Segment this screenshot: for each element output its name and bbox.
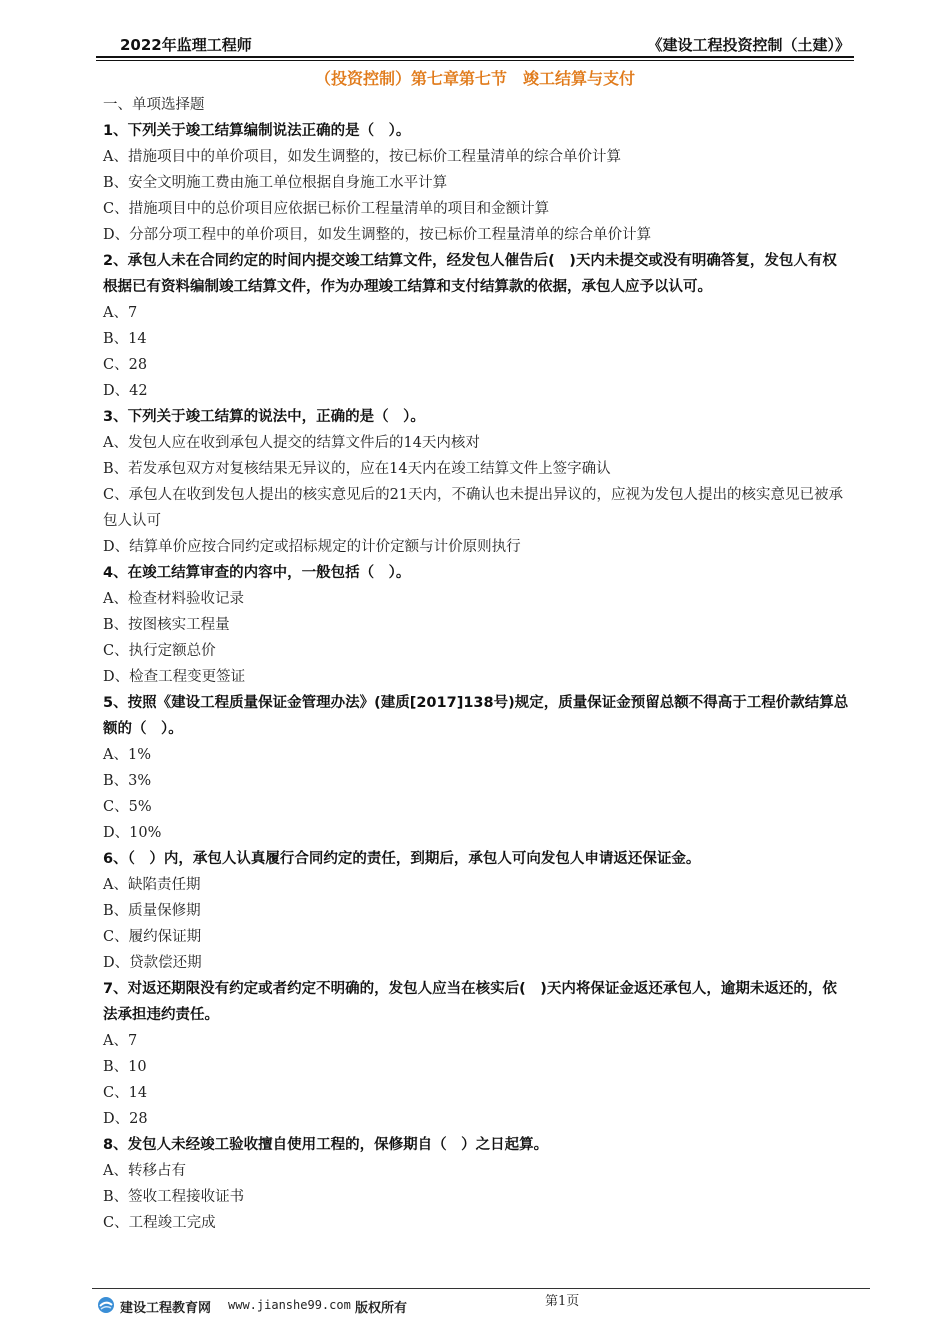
question-stem: 5、按照《建设工程质量保证金管理办法》(建质[2017]138号)规定，质量保证金预留总额不得高于工程价款结算总额的（ ）。 <box>103 695 849 737</box>
page-title: （投资控制）第七章第七节 竣工结算与支付 <box>314 69 635 88</box>
footer-rule <box>92 1288 870 1289</box>
option-b: B、签收工程接收证书 <box>103 1189 245 1205</box>
header-exam-name: 2022年监理工程师 <box>120 36 252 54</box>
option-b: B、按图核实工程量 <box>103 617 230 633</box>
option-c: C、措施项目中的总价项目应依据已标价工程量清单的项目和金额计算 <box>103 201 550 217</box>
option-d: D、分部分项工程中的单价项目，如发生调整的，按已标价工程量清单的综合单价计算 <box>103 227 652 243</box>
option-a: A、7 <box>103 1033 138 1049</box>
option-d: D、28 <box>103 1111 148 1127</box>
header-rule <box>96 56 854 58</box>
option-c: C、承包人在收到发包人提出的核实意见后的21天内，不确认也未提出异议的，应视为发包人提出的核实意见已被承包人认可 <box>103 487 844 529</box>
option-c: C、14 <box>103 1085 148 1101</box>
option-c: C、执行定额总价 <box>103 643 216 659</box>
option-c: C、履约保证期 <box>103 929 202 945</box>
option-a: A、7 <box>103 305 138 321</box>
option-d: D、10% <box>103 825 162 841</box>
question-stem: 8、发包人未经竣工验收擅自使用工程的，保修期自（ ）之日起算。 <box>103 1137 549 1153</box>
question-5 <box>103 690 851 846</box>
option-a: A、缺陷责任期 <box>103 877 201 893</box>
page-number: 第1页 <box>545 1294 580 1309</box>
option-d: D、检查工程变更签证 <box>103 669 246 685</box>
section-heading: 一、单项选择题 <box>103 97 205 113</box>
question-stem: 3、下列关于竣工结算的说法中，正确的是（ ）。 <box>103 409 425 425</box>
option-d: D、42 <box>103 383 148 399</box>
question-8 <box>103 1132 851 1236</box>
question-3 <box>103 404 851 560</box>
question-6 <box>103 846 851 976</box>
option-a: A、发包人应在收到承包人提交的结算文件后的14天内核对 <box>103 435 480 451</box>
option-a: A、措施项目中的单价项目，如发生调整的，按已标价工程量清单的综合单价计算 <box>103 149 621 165</box>
option-a: A、转移占有 <box>103 1163 186 1179</box>
question-stem: 7、对返还期限没有约定或者约定不明确的，发包人应当在核实后( )天内将保证金返还承包人，逾期未返还的，依法承担违约责任。 <box>103 981 837 1023</box>
question-7 <box>103 976 851 1132</box>
footer-brand: 建设工程教育网 <box>120 1301 212 1316</box>
header-rule-thin <box>96 60 854 61</box>
option-b: B、安全文明施工费由施工单位根据自身施工水平计算 <box>103 175 448 191</box>
question-stem: 6、（ ）内，承包人认真履行合同约定的责任，到期后，承包人可向发包人申请返还保证金。 <box>103 851 701 867</box>
option-c: C、28 <box>103 357 148 373</box>
site-logo-icon <box>97 1296 115 1314</box>
question-list <box>103 92 851 1236</box>
footer-url: www.jianshe99.com <box>228 1298 351 1312</box>
option-a: A、检查材料验收记录 <box>103 591 244 607</box>
option-b: B、10 <box>103 1059 147 1075</box>
option-b: B、3% <box>103 773 152 789</box>
question-4 <box>103 560 851 690</box>
question-stem: 2、承包人未在合同约定的时间内提交竣工结算文件，经发包人催告后( )天内未提交或没有明确答复，发包人有权根据已有资料编制竣工结算文件，作为办理竣工结算和支付结算款的依据，承包人应予以认可。 <box>103 253 837 295</box>
option-c: C、工程竣工完成 <box>103 1215 216 1231</box>
option-c: C、5% <box>103 799 152 815</box>
option-a: A、1% <box>103 747 151 763</box>
header-book-title: 《建设工程投资控制（土建）》 <box>647 36 850 54</box>
option-b: B、若发承包双方对复核结果无异议的，应在14天内在竣工结算文件上签字确认 <box>103 461 611 477</box>
question-1 <box>103 118 851 248</box>
option-d: D、贷款偿还期 <box>103 955 202 971</box>
question-2 <box>103 248 851 404</box>
option-b: B、质量保修期 <box>103 903 201 919</box>
footer-copyright: 版权所有 <box>355 1301 408 1316</box>
question-stem: 1、下列关于竣工结算编制说法正确的是（ ）。 <box>103 123 411 139</box>
option-b: B、14 <box>103 331 147 347</box>
option-d: D、结算单价应按合同约定或招标规定的计价定额与计价原则执行 <box>103 539 521 555</box>
question-stem: 4、在竣工结算审查的内容中，一般包括（ ）。 <box>103 565 411 581</box>
